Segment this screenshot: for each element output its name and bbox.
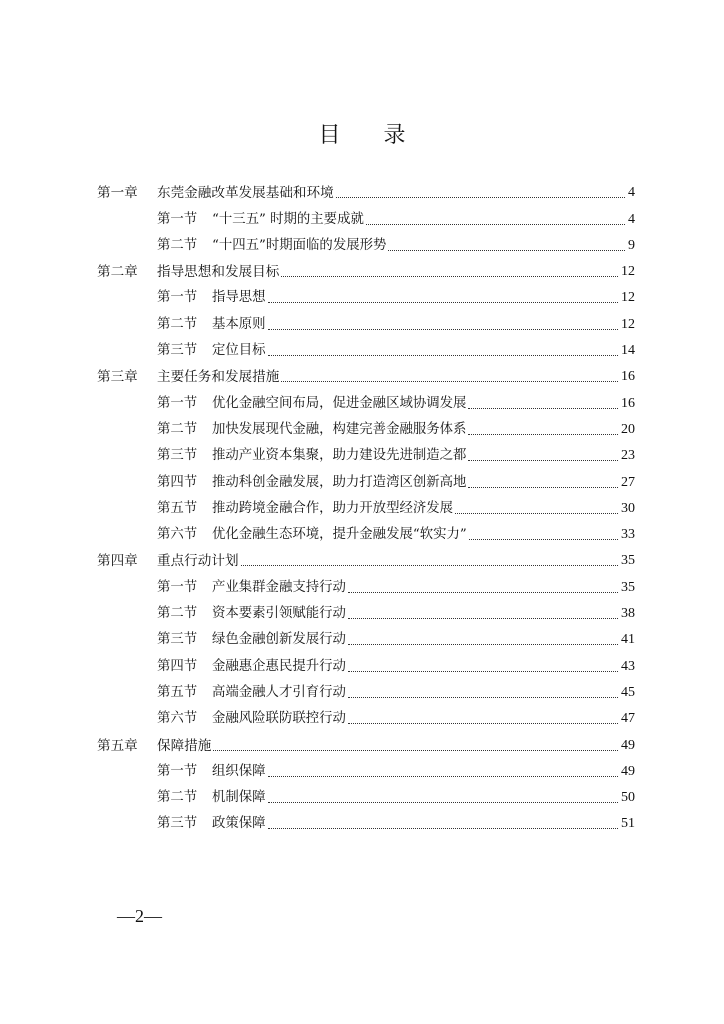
toc-entry-number: 第三章 [97, 369, 138, 386]
toc-entry-number: 第六节 [157, 527, 198, 543]
toc-entry-title: 绿色金融创新发展行动 [212, 632, 346, 648]
toc-entry-number: 第三节 [157, 632, 198, 648]
page-number: —2— [117, 906, 162, 926]
toc-chapter-row[interactable] [97, 727, 635, 753]
toc-entry-title: 优化金融空间布局，促进金融区域协调发展 [212, 395, 467, 411]
toc-page-number: 4 [628, 185, 635, 201]
toc-entry-number: 第二章 [97, 264, 138, 281]
toc-page-number: 33 [621, 527, 635, 543]
dot-leader [366, 223, 625, 225]
toc-entry-number: 第二节 [157, 606, 198, 622]
toc-section-row[interactable] [97, 648, 635, 674]
dot-leader [468, 486, 618, 488]
dot-leader [281, 380, 618, 382]
toc-entry-title: 东莞金融改革发展基础和环境 [157, 185, 334, 202]
toc-page-number: 43 [621, 658, 635, 674]
dot-leader [348, 617, 618, 619]
dot-leader [268, 301, 618, 303]
toc-page-number: 12 [621, 316, 635, 332]
toc-section-row[interactable] [97, 228, 635, 254]
toc-entry-number: 第一节 [157, 290, 198, 306]
toc-chapter-row[interactable] [97, 254, 635, 280]
toc-entry-title: 推动科创金融发展，助力打造湾区创新高地 [212, 474, 467, 490]
toc-section-row[interactable] [97, 806, 635, 832]
toc-entry-number: 第四章 [97, 553, 138, 570]
dot-leader [388, 249, 625, 251]
toc-entry-title: 主要任务和发展措施 [157, 369, 280, 386]
toc-entry-number: 第五节 [157, 684, 198, 700]
toc-entry-title: 优化金融生态环境，提升金融发展“软实力” [212, 527, 467, 543]
toc-page-number: 27 [621, 474, 635, 490]
toc-page-number: 51 [621, 816, 635, 832]
toc-section-row[interactable] [97, 385, 635, 411]
dot-leader [281, 275, 618, 277]
page-title: 目 录 [318, 123, 424, 148]
dot-leader [348, 670, 618, 672]
toc-entry-number: 第五章 [97, 737, 138, 754]
toc-page-number: 47 [621, 711, 635, 727]
toc-entry-title: 机制保障 [212, 790, 266, 806]
dot-leader [468, 407, 618, 409]
toc-page-number: 16 [621, 369, 635, 385]
toc-entry-number: 第一章 [97, 185, 138, 202]
toc-page-number: 12 [621, 290, 635, 306]
toc-entry-number: 第二节 [157, 790, 198, 806]
toc-section-row[interactable] [97, 280, 635, 306]
toc-page-number: 45 [621, 684, 635, 700]
dot-leader [268, 801, 618, 803]
toc-section-row[interactable] [97, 517, 635, 543]
dot-leader [348, 643, 618, 645]
dot-leader [348, 696, 618, 698]
toc-entry-title: 推动产业资本集聚，助力建设先进制造之都 [212, 448, 467, 464]
toc-entry-number: 第一节 [157, 211, 198, 227]
toc-entry-title: 加快发展现代金融，构建完善金融服务体系 [212, 421, 467, 437]
toc-section-row[interactable] [97, 412, 635, 438]
toc-section-row[interactable] [97, 201, 635, 227]
toc-entry-title: 指导思想 [212, 290, 266, 306]
toc-entry-title: 高端金融人才引育行动 [212, 684, 346, 700]
toc-section-row[interactable] [97, 333, 635, 359]
toc-chapter-row[interactable] [97, 175, 635, 201]
toc-entry-number: 第三节 [157, 448, 198, 464]
toc-entry-title: 基本原则 [212, 316, 266, 332]
dot-leader [268, 354, 618, 356]
toc-section-row[interactable] [97, 596, 635, 622]
dot-leader [469, 538, 618, 540]
toc-entry-number: 第三节 [157, 816, 198, 832]
toc-page-number: 38 [621, 606, 635, 622]
toc-entry-number: 第一节 [157, 579, 198, 595]
toc-page-number: 4 [628, 211, 635, 227]
toc-page-number: 14 [621, 343, 635, 359]
toc-section-row[interactable] [97, 622, 635, 648]
toc-page-number: 35 [621, 553, 635, 569]
dot-leader [468, 433, 618, 435]
toc-page-number: 23 [621, 448, 635, 464]
toc-entry-title: 金融惠企惠民提升行动 [212, 658, 346, 674]
toc-entry-title: 金融风险联防联控行动 [212, 711, 346, 727]
toc-page-number: 30 [621, 500, 635, 516]
toc-section-row[interactable] [97, 675, 635, 701]
toc-entry-number: 第二节 [157, 237, 198, 253]
dot-leader [455, 512, 618, 514]
toc-section-row[interactable] [97, 754, 635, 780]
toc-entry-number: 第四节 [157, 658, 198, 674]
toc-entry-title: 指导思想和发展目标 [157, 264, 280, 281]
table-of-contents [97, 175, 635, 832]
toc-page-number: 9 [628, 237, 635, 253]
toc-entry-title: 定位目标 [212, 343, 266, 359]
dot-leader [468, 459, 618, 461]
dot-leader [268, 775, 618, 777]
toc-section-row[interactable] [97, 491, 635, 517]
toc-page-number: 12 [621, 264, 635, 280]
toc-entry-title: 保障措施 [157, 737, 212, 754]
dot-leader [241, 564, 618, 566]
toc-page-number: 49 [621, 737, 635, 753]
toc-page-number: 35 [621, 579, 635, 595]
toc-section-row[interactable] [97, 306, 635, 332]
toc-page-number: 50 [621, 790, 635, 806]
dot-leader [268, 827, 618, 829]
toc-entry-title: “十三五” 时期的主要成就 [212, 211, 364, 227]
dot-leader [348, 591, 618, 593]
toc-entry-title: 推动跨境金融合作，助力开放型经济发展 [212, 500, 454, 516]
toc-section-row[interactable] [97, 438, 635, 464]
toc-section-row[interactable] [97, 464, 635, 490]
toc-section-row[interactable] [97, 701, 635, 727]
toc-entry-number: 第二节 [157, 316, 198, 332]
toc-entry-title: 资本要素引领赋能行动 [212, 606, 346, 622]
toc-section-row[interactable] [97, 569, 635, 595]
toc-entry-number: 第三节 [157, 343, 198, 359]
toc-entry-title: 产业集群金融支持行动 [212, 579, 346, 595]
toc-page-number: 41 [621, 632, 635, 648]
toc-entry-number: 第一节 [157, 395, 198, 411]
dot-leader [268, 328, 618, 330]
toc-page-number: 20 [621, 421, 635, 437]
toc-entry-number: 第一节 [157, 763, 198, 779]
toc-chapter-row[interactable] [97, 543, 635, 569]
toc-page-number: 49 [621, 763, 635, 779]
dot-leader [336, 196, 625, 198]
toc-entry-title: 政策保障 [212, 816, 266, 832]
toc-page-number: 16 [621, 395, 635, 411]
toc-chapter-row[interactable] [97, 359, 635, 385]
toc-entry-title: 重点行动计划 [157, 553, 239, 570]
toc-entry-number: 第五节 [157, 500, 198, 516]
toc-entry-title: 组织保障 [212, 763, 266, 779]
toc-section-row[interactable] [97, 780, 635, 806]
toc-entry-number: 第六节 [157, 711, 198, 727]
dot-leader [348, 722, 618, 724]
toc-entry-number: 第二节 [157, 421, 198, 437]
toc-entry-title: “十四五”时期面临的发展形势 [212, 237, 387, 253]
dot-leader [213, 749, 618, 751]
toc-entry-number: 第四节 [157, 474, 198, 490]
